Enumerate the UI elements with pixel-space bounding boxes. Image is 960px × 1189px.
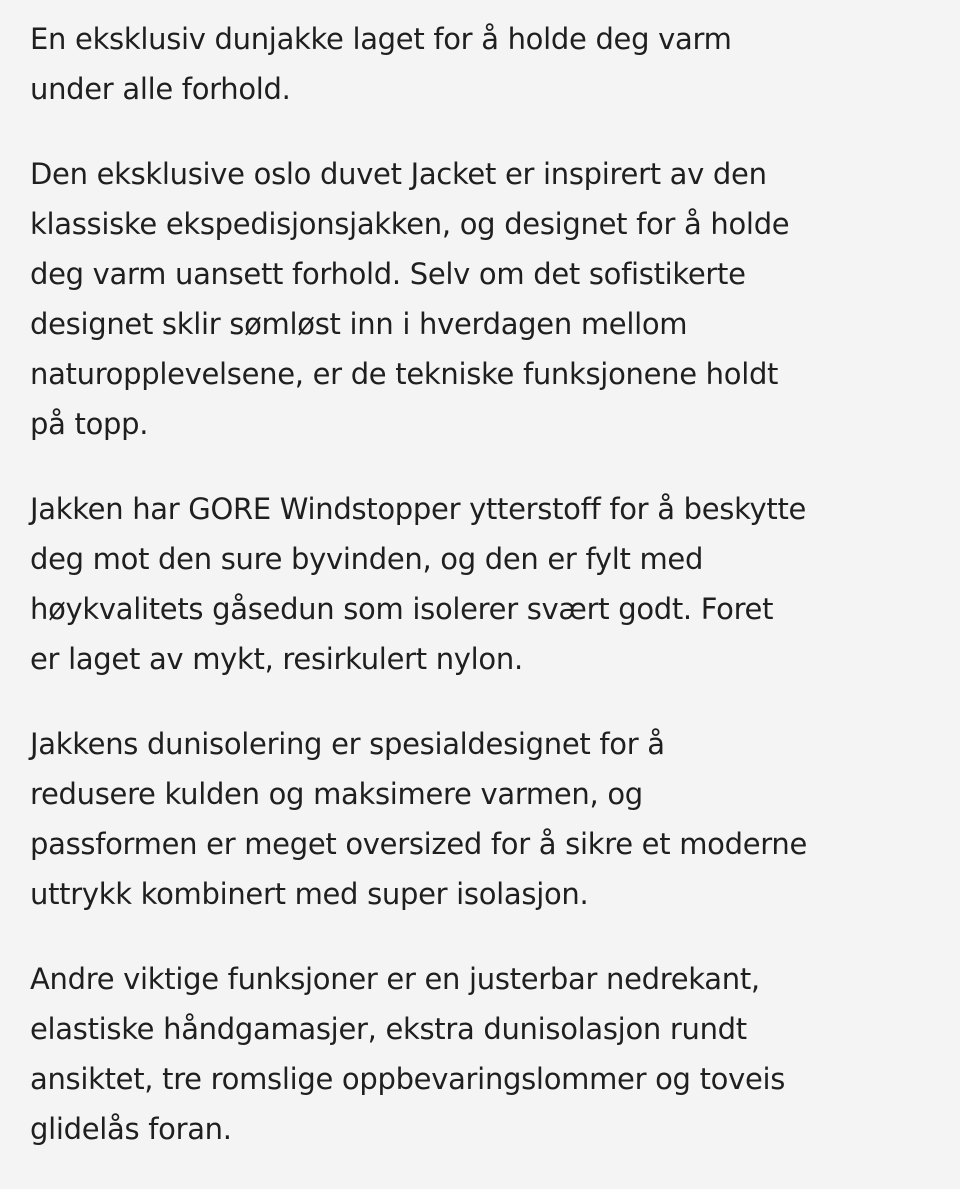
paragraph-inspiration [30, 149, 950, 449]
text-line: glidelås foran. [30, 1112, 232, 1146]
text-line: Andre viktige funksjoner er en justerbar nedrekant, [30, 962, 760, 996]
text-line: klassiske ekspedisjonsjakken, og designet for å holde [30, 207, 790, 241]
text-line: uttrykk kombinert med super isolasjon. [30, 877, 589, 911]
text-line: Den eksklusive oslo duvet Jacket er inspirert av den [30, 157, 767, 191]
paragraph-intro [30, 14, 950, 114]
text-line: på topp. [30, 407, 149, 441]
paragraph-insulation-fit [30, 719, 950, 919]
text-line: Jakkens dunisolering er spesialdesignet for å [30, 727, 665, 761]
text-line: er laget av mykt, resirkulert nylon. [30, 642, 523, 676]
text-line: naturopplevelsene, er de tekniske funksjonene holdt [30, 357, 779, 391]
text-line: deg mot den sure byvinden, og den er fylt med [30, 542, 704, 576]
text-line: passformen er meget oversized for å sikre et moderne [30, 827, 807, 861]
text-line: Jakken har GORE Windstopper ytterstoff for å beskytte [30, 492, 807, 526]
text-line: elastiske håndgamasjer, ekstra dunisolasjon rundt [30, 1012, 747, 1046]
text-line: høykvalitets gåsedun som isolerer svært godt. Foret [30, 592, 774, 626]
text-line: ansiktet, tre romslige oppbevaringslommer og toveis [30, 1062, 786, 1096]
product-description [30, 14, 950, 1189]
text-line: designet sklir sømløst inn i hverdagen mellom [30, 307, 688, 341]
text-line: deg varm uansett forhold. Selv om det sofistikerte [30, 257, 746, 291]
paragraph-features [30, 954, 950, 1154]
text-line: under alle forhold. [30, 72, 291, 106]
paragraph-materials [30, 484, 950, 684]
text-line: En eksklusiv dunjakke laget for å holde deg varm [30, 22, 732, 56]
text-line: redusere kulden og maksimere varmen, og [30, 777, 643, 811]
